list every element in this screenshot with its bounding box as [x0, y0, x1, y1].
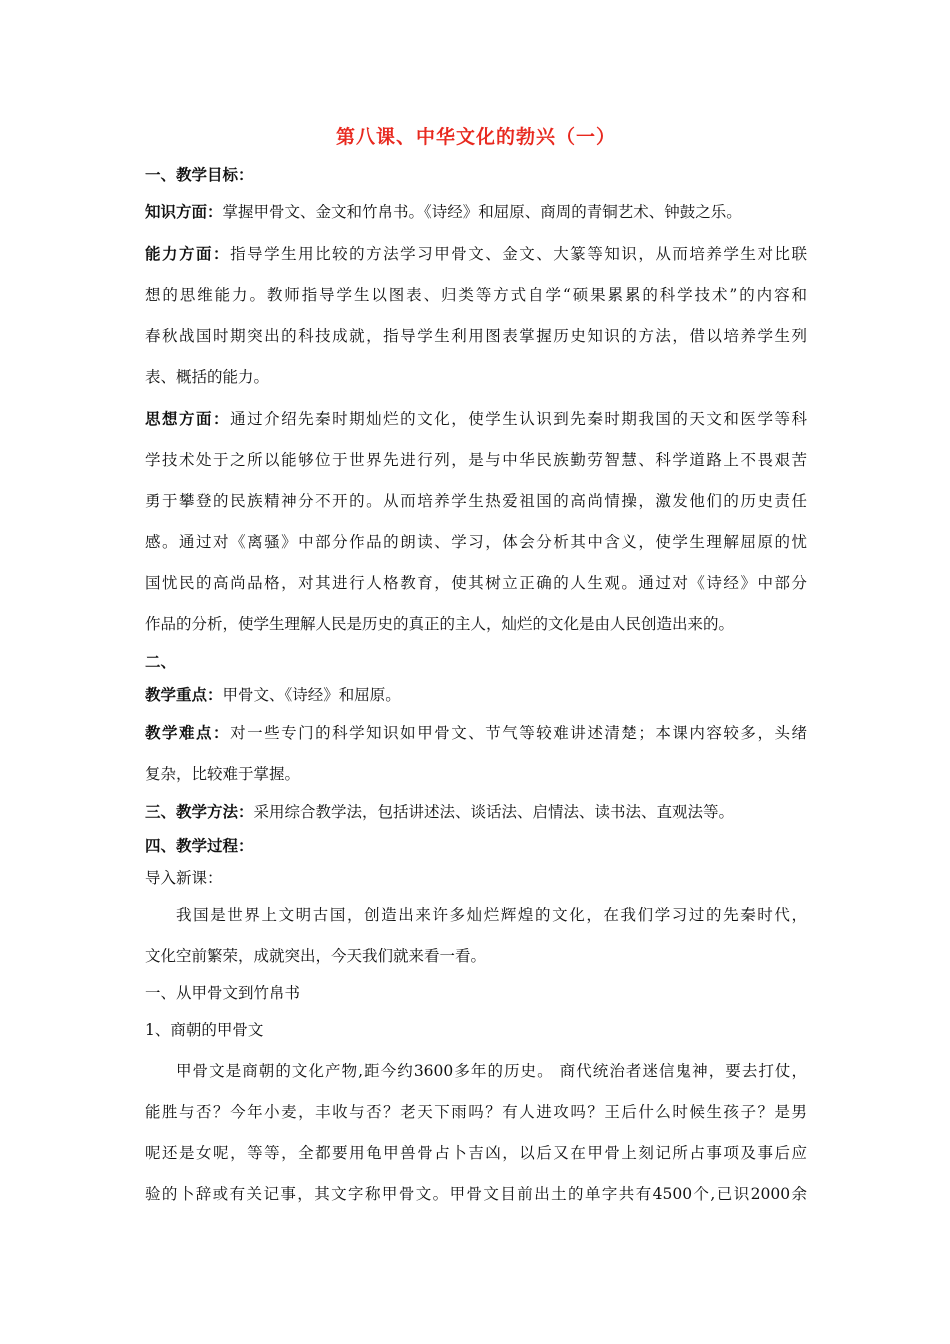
intro-label: 导入新课：: [145, 869, 223, 887]
oracle-bone-line-4: 验的卜辞或有关记事，其文字称甲骨文。甲骨文目前出土的单字共有4500个,已识2000余: [145, 1185, 807, 1203]
ability-line-2: 想的思维能力。教师指导学生以图表、归类等方式自学“硕果累累的科学技术”的内容和: [145, 286, 807, 304]
ability-line-4: 表、概括的能力。: [145, 368, 270, 386]
thought-line-6: 作品的分析，使学生理解人民是历史的真正的主人，灿烂的文化是由人民创造出来的。: [145, 615, 735, 633]
section-two-heading: 二、: [145, 652, 177, 671]
focus-text: 甲骨文、《诗经》和屈原。: [222, 686, 401, 704]
thought-line-2: 学技术处于之所以能够位于世界先进行列，是与中华民族勤劳智慧、科学道路上不畏艰苦: [145, 451, 807, 469]
difficulty-line-1: [145, 712, 807, 754]
document-page: [145, 122, 807, 1215]
focus-label: 教学重点：: [145, 685, 223, 704]
intro-line-2: 文化空前繁荣，成就突出，今天我们就来看一看。: [145, 947, 487, 965]
thought-label: 思想方面：: [145, 409, 231, 428]
intro-line-1: 我国是世界上文明古国，创造出来许多灿烂辉煌的文化，在我们学习过的先秦时代，: [176, 906, 807, 924]
oracle-bone-line-1: 甲骨文是商朝的文化产物,距今约3600多年的历史。 商代统治者迷信鬼神，要去打仗，: [176, 1062, 807, 1080]
knowledge-label: 知识方面：: [145, 202, 223, 221]
thought-text-1: 通过介绍先秦时期灿烂的文化，使学生认识到先秦时期我国的天文和医学等科: [230, 410, 807, 428]
oracle-bone-line-2: 能胜与否？今年小麦，丰收与否？老天下雨吗？有人进攻吗？王后什么时候生孩子？是男: [145, 1103, 807, 1121]
difficulty-text-1: 对一些专门的科学知识如甲骨文、节气等较难讲述清楚；本课内容较多，头绪: [230, 724, 807, 742]
knowledge-text: 掌握甲骨文、金文和竹帛书。《诗经》和屈原、商周的青铜艺术、钟鼓之乐。: [222, 203, 742, 221]
difficulty-label: 教学难点：: [145, 723, 231, 742]
ability-line-3: 春秋战国时期突出的科技成就，指导学生利用图表掌握历史知识的方法，借以培养学生列: [145, 327, 807, 345]
teaching-focus: [145, 678, 807, 712]
method-text: 采用综合教学法，包括讲述法、谈话法、启情法、读书法、直观法等。: [253, 803, 735, 821]
thought-line-1: [145, 398, 807, 440]
ability-line-1: [145, 233, 807, 275]
knowledge-aspect: [145, 191, 807, 233]
part-one-subheading: 1、商朝的甲骨文: [145, 1021, 264, 1039]
part-one-heading: 一、从甲骨文到竹帛书: [145, 984, 301, 1002]
teaching-method: [145, 795, 807, 829]
ability-text-1: 指导学生用比较的方法学习甲骨文、金文、大篆等知识，从而培养学生对比联: [230, 245, 807, 263]
teaching-goals-heading: 一、教学目标：: [145, 165, 254, 184]
ability-label: 能力方面：: [145, 244, 231, 263]
method-label: 三、教学方法：: [145, 802, 254, 821]
thought-line-5: 国忧民的高尚品格，对其进行人格教育，使其树立正确的人生观。通过对《诗经》中部分: [145, 574, 807, 592]
teaching-process-heading: 四、教学过程：: [145, 836, 254, 855]
lesson-title: 第八课、中华文化的勃兴（一）: [335, 126, 616, 148]
oracle-bone-line-3: 呢还是女呢，等等，全都要用龟甲兽骨占卜吉凶，以后又在甲骨上刻记所占事项及事后应: [145, 1144, 807, 1162]
thought-line-4: 感。通过对《离骚》中部分作品的朗读、学习，体会分析其中含义，使学生理解屈原的忧: [145, 533, 807, 551]
difficulty-line-2: 复杂，比较难于掌握。: [145, 765, 301, 783]
thought-line-3: 勇于攀登的民族精神分不开的。从而培养学生热爱祖国的高尚情操，激发他们的历史责任: [145, 492, 807, 510]
